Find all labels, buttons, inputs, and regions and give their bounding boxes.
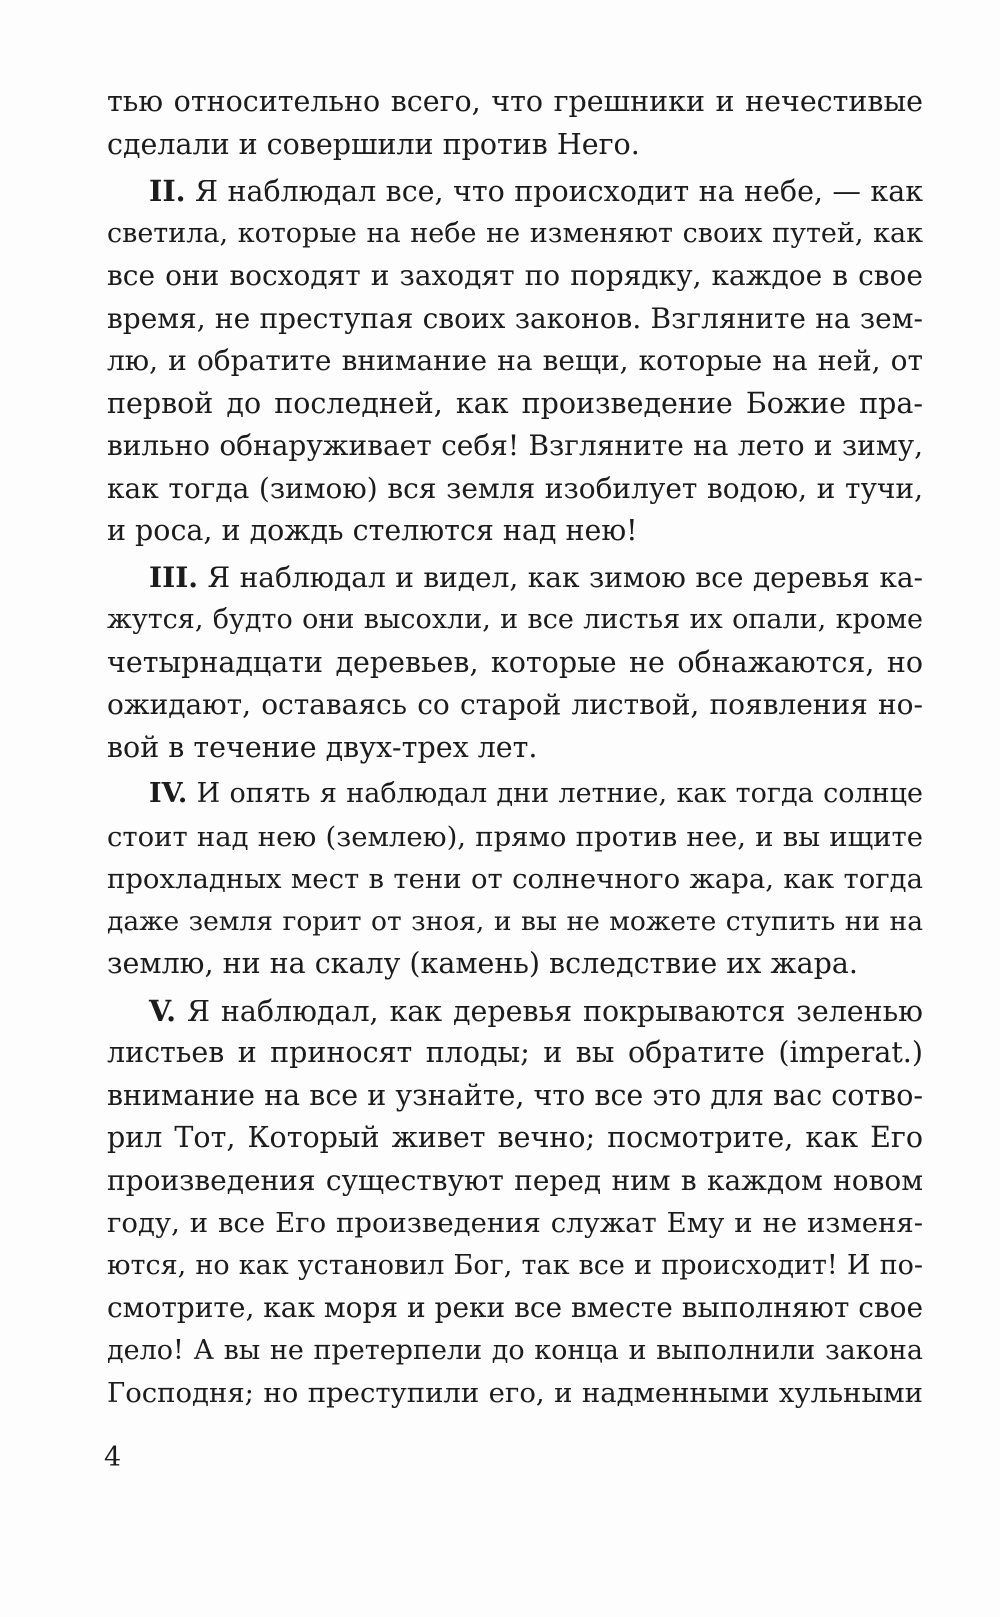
text-line xyxy=(107,773,923,816)
text-line-content: Я наблюдал, как деревья покрываются зеленью xyxy=(186,994,923,1028)
text-line: тью относительно всего, что грешники и нечестивые xyxy=(107,85,923,118)
text-line xyxy=(107,557,923,600)
text-line: дело! А вы не претерпели до конца и выполнили закона xyxy=(107,1334,923,1366)
text-line-content: И опять я наблюдал дни летние, как тогда солнце xyxy=(196,778,923,809)
text-line: как тогда (зимою) вся земля изобилует водою, и тучи, xyxy=(107,471,923,505)
text-line: Господня; но преступили его, и надменными хульными xyxy=(107,1377,923,1409)
text-line: время, не преступая своих законов. Взгляните на зем- xyxy=(107,301,923,335)
text-line: землю, ни на скалу (камень) вследствие их жара. xyxy=(107,947,858,980)
section-number: IV. xyxy=(149,778,188,809)
text-line: вой в течение двух-трех лет. xyxy=(107,730,538,764)
text-line: первой до последней, как произведение Божие пра- xyxy=(107,386,923,420)
text-line: светила, которые на небе не изменяют своих путей, как xyxy=(107,217,923,249)
text-line: жутся, будто они высохли, и все листья их опали, кроме xyxy=(107,604,923,635)
text-line: и роса, и дождь стелются над нею! xyxy=(107,514,638,547)
text-line: году, и все Его произведения служат Ему и не изменя- xyxy=(107,1207,923,1239)
text-line: сделали и совершили против Него. xyxy=(107,127,640,161)
text-line: листьев и приносят плоды; и вы обратите (imperat.) xyxy=(107,1036,923,1069)
body-text xyxy=(107,81,923,1415)
section-number: V. xyxy=(149,993,177,1028)
text-line: лю, и обратите внимание на вещи, которые на ней, от xyxy=(107,344,923,377)
text-line-content: Я наблюдал и видел, как зимою все деревья ка- xyxy=(207,560,923,594)
text-line: даже земля горит от зноя, и вы не можете ступить ни на xyxy=(107,905,923,937)
text-line: стоит над нею (землею), прямо против нее, и вы ищите xyxy=(107,820,923,853)
text-line: ются, но как установил Бог, так все и происходит! И по- xyxy=(107,1249,923,1281)
text-line: прохладных мест в тени от солнечного жара, как тогда xyxy=(107,863,923,895)
text-line: рил Тот, Который живет вечно; посмотрите, как Его xyxy=(107,1121,923,1154)
page-number: 4 xyxy=(104,1442,122,1473)
text-line-content: Я наблюдал все, что происходит на небе, — как xyxy=(195,175,924,208)
text-line: ожидают, оставаясь со старой листвой, появления но- xyxy=(107,688,923,721)
section-number: III. xyxy=(149,560,199,594)
text-line: смотрите, как моря и реки все вместе выполняют свое xyxy=(107,1291,924,1324)
section-number: II. xyxy=(149,174,186,208)
text-line: все они восходят и заходят по порядку, каждое в свое xyxy=(107,259,923,292)
text-line xyxy=(107,990,923,1033)
text-line: внимание на все и узнайте, что все это для вас сотво- xyxy=(107,1078,923,1112)
text-line: четырнадцати деревьев, которые не обнажаются, но xyxy=(107,645,923,679)
text-line xyxy=(107,170,923,213)
text-line: вильно обнаруживает себя! Взгляните на лето и зиму, xyxy=(107,429,923,462)
text-line: произведения существуют перед ним в каждом новом xyxy=(107,1163,923,1197)
